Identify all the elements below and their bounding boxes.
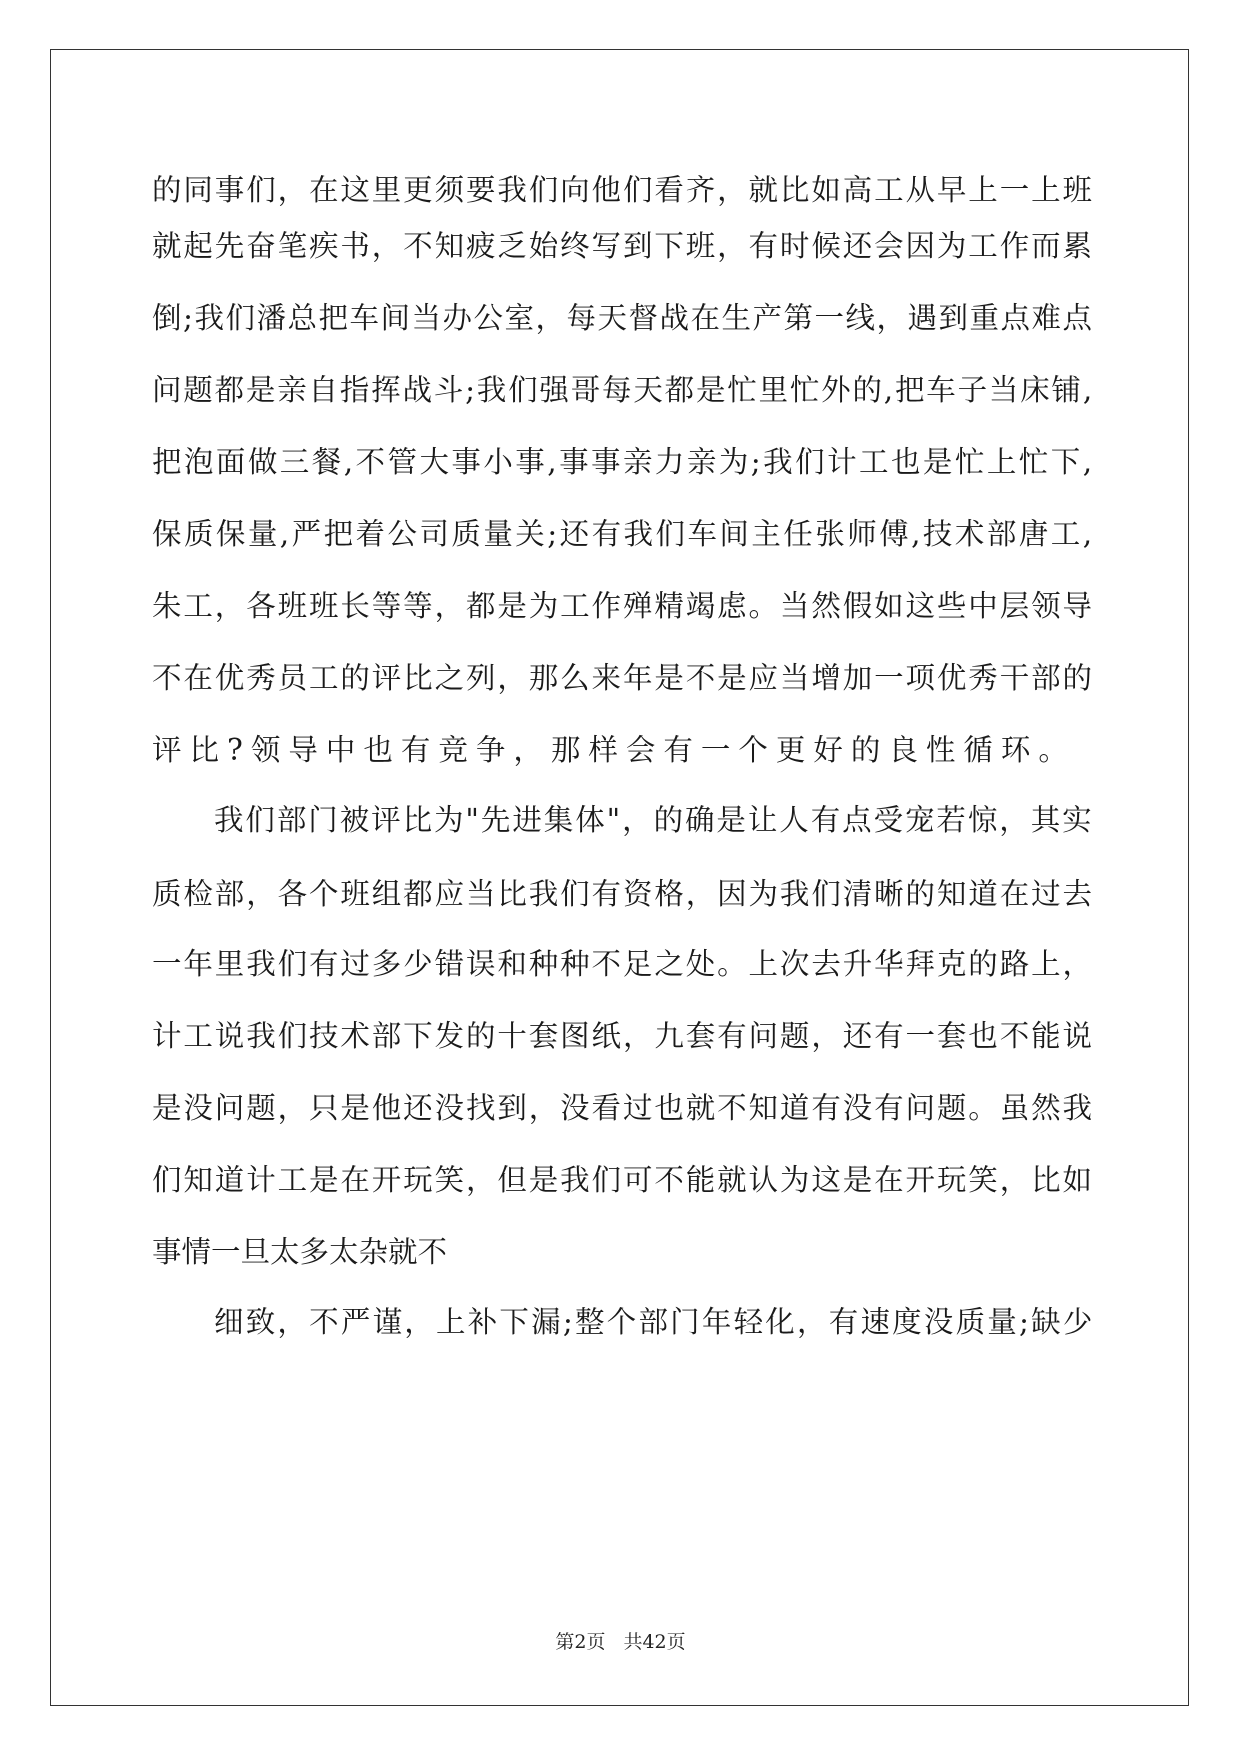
text-line: 们知道计工是在开玩笑，但是我们可不能就认为这是在开玩笑，比如 (152, 1163, 1094, 1197)
text-line: 保质保量,严把着公司质量关;还有我们车间主任张师傅,技术部唐工, (152, 517, 1095, 551)
text-line: 的同事们，在这里更须要我们向他们看齐，就比如高工从早上一上班 (152, 173, 1094, 207)
text-line: 评比?领导中也有竞争，那样会有一个更好的良性循环。 (152, 733, 1076, 767)
text-line: 事情一旦太多太杂就不 (152, 1235, 448, 1269)
text-line: 就起先奋笔疾书，不知疲乏始终写到下班，有时候还会因为工作而累 (152, 229, 1094, 263)
text-line: 倒;我们潘总把车间当办公室，每天督战在生产第一线，遇到重点难点 (152, 301, 1094, 335)
text-line: 我们部门被评比为"先进集体"，的确是让人有点受宠若惊，其实 (214, 803, 1094, 837)
text-line: 质检部，各个班组都应当比我们有资格，因为我们清晰的知道在过去 (152, 877, 1094, 911)
text-line: 不在优秀员工的评比之列，那么来年是不是应当增加一项优秀干部的 (152, 661, 1094, 695)
text-line: 朱工，各班班长等等，都是为工作殚精竭虑。当然假如这些中层领导 (152, 589, 1094, 623)
text-line: 把泡面做三餐,不管大事小事,事事亲力亲为;我们计工也是忙上忙下, (152, 445, 1095, 479)
text-line: 细致，不严谨，上补下漏;整个部门年轻化，有速度没质量;缺少 (214, 1305, 1095, 1339)
text-line: 问题都是亲自指挥战斗;我们强哥每天都是忙里忙外的,把车子当床铺, (152, 373, 1094, 407)
page-number: 第2页 (555, 1631, 606, 1653)
page-total: 共42页 (623, 1631, 686, 1653)
text-line: 是没问题，只是他还没找到，没看过也就不知道有没有问题。虽然我 (152, 1091, 1094, 1125)
text-line: 计工说我们技术部下发的十套图纸，九套有问题，还有一套也不能说 (152, 1019, 1094, 1053)
page-footer (0, 1627, 1241, 1654)
text-line: 一年里我们有过多少错误和种种不足之处。上次去升华拜克的路上， (152, 947, 1094, 981)
